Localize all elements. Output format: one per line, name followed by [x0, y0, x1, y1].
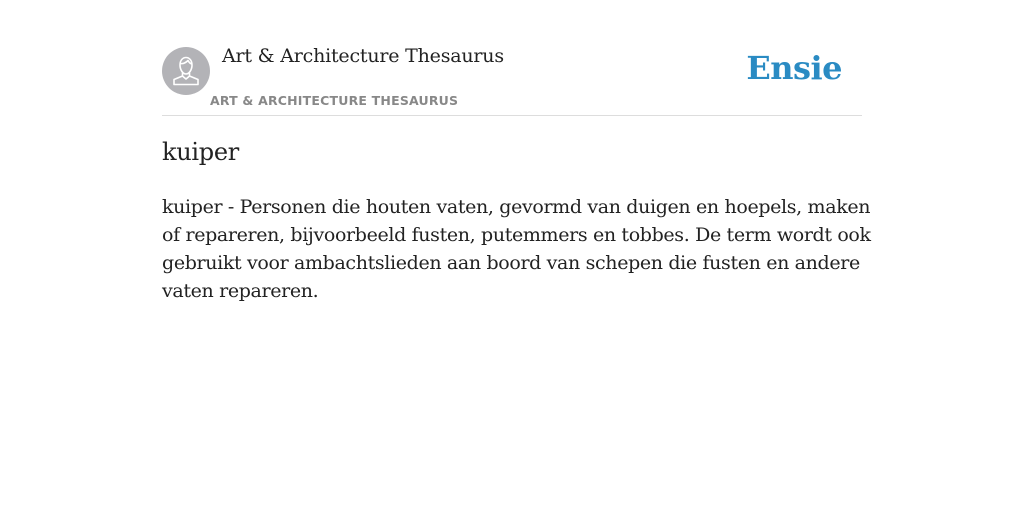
entry-title: kuiper: [162, 138, 239, 166]
header: [162, 40, 862, 116]
avatar[interactable]: [162, 47, 210, 95]
entry-definition: kuiper - Personen die houten vaten, gevormd van duigen en hoepels, maken of repareren, bijvoorbeeld fusten, putemmers en tobbes. De term wordt ook gebruikt voor ambachtslieden aan boord van schepen die fusten en andere vaten repareren.: [162, 196, 871, 302]
author-subtitle[interactable]: ART & ARCHITECTURE THESAURUS: [210, 93, 459, 108]
brand-logo-link[interactable]: Ensie: [746, 49, 842, 87]
author-name[interactable]: Art & Architecture Thesaurus: [222, 45, 504, 67]
user-outline-icon: [162, 47, 210, 95]
